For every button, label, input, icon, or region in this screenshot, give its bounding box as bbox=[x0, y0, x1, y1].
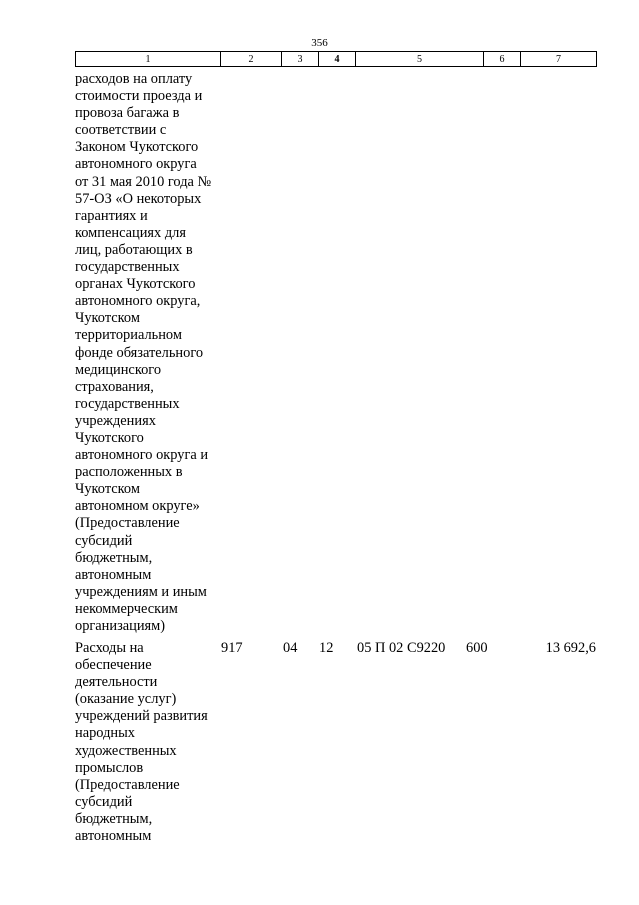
column-header-1: 1 bbox=[76, 52, 221, 67]
page-number: 356 bbox=[311, 37, 328, 49]
column-header-5: 5 bbox=[356, 52, 484, 67]
expense-type-code: 600 bbox=[466, 640, 488, 656]
target-article-code: 05 П 02 С9220 bbox=[357, 640, 446, 656]
table-header bbox=[75, 51, 597, 67]
section-code: 04 bbox=[283, 640, 298, 656]
column-header-7: 7 bbox=[521, 52, 597, 67]
column-header-6: 6 bbox=[484, 52, 521, 67]
row-description: расходов на оплату стоимости проезда и провоза багажа в соответствии с Законом Чукотского автономного округа от 31 мая 2010 года № 57-ОЗ «О некоторых гарантиях и компенсациях для лиц, работающих в государственных органах Чукотского автономного округа, Чукотском территориальном фонде обязательного медицинского страхования, государственных учреждениях Чукотского автономного округа и расположенных в Чукотском автономном округе» (Предоставление субсидий бюджетным, автономным учреждениям и иным некоммерческим организациям) bbox=[75, 71, 212, 634]
row-description: Расходы на обеспечение деятельности (оказание услуг) учреждений развития народных художественных промыслов (Предоставление субсидий бюджетным, автономным bbox=[75, 640, 208, 845]
ministry-code: 917 bbox=[221, 640, 243, 656]
subsection-code: 12 bbox=[319, 640, 334, 656]
column-header-4: 4 bbox=[319, 52, 356, 67]
column-header-3: 3 bbox=[282, 52, 319, 67]
amount-value: 13 692,6 bbox=[545, 640, 596, 656]
column-header-2: 2 bbox=[221, 52, 282, 67]
